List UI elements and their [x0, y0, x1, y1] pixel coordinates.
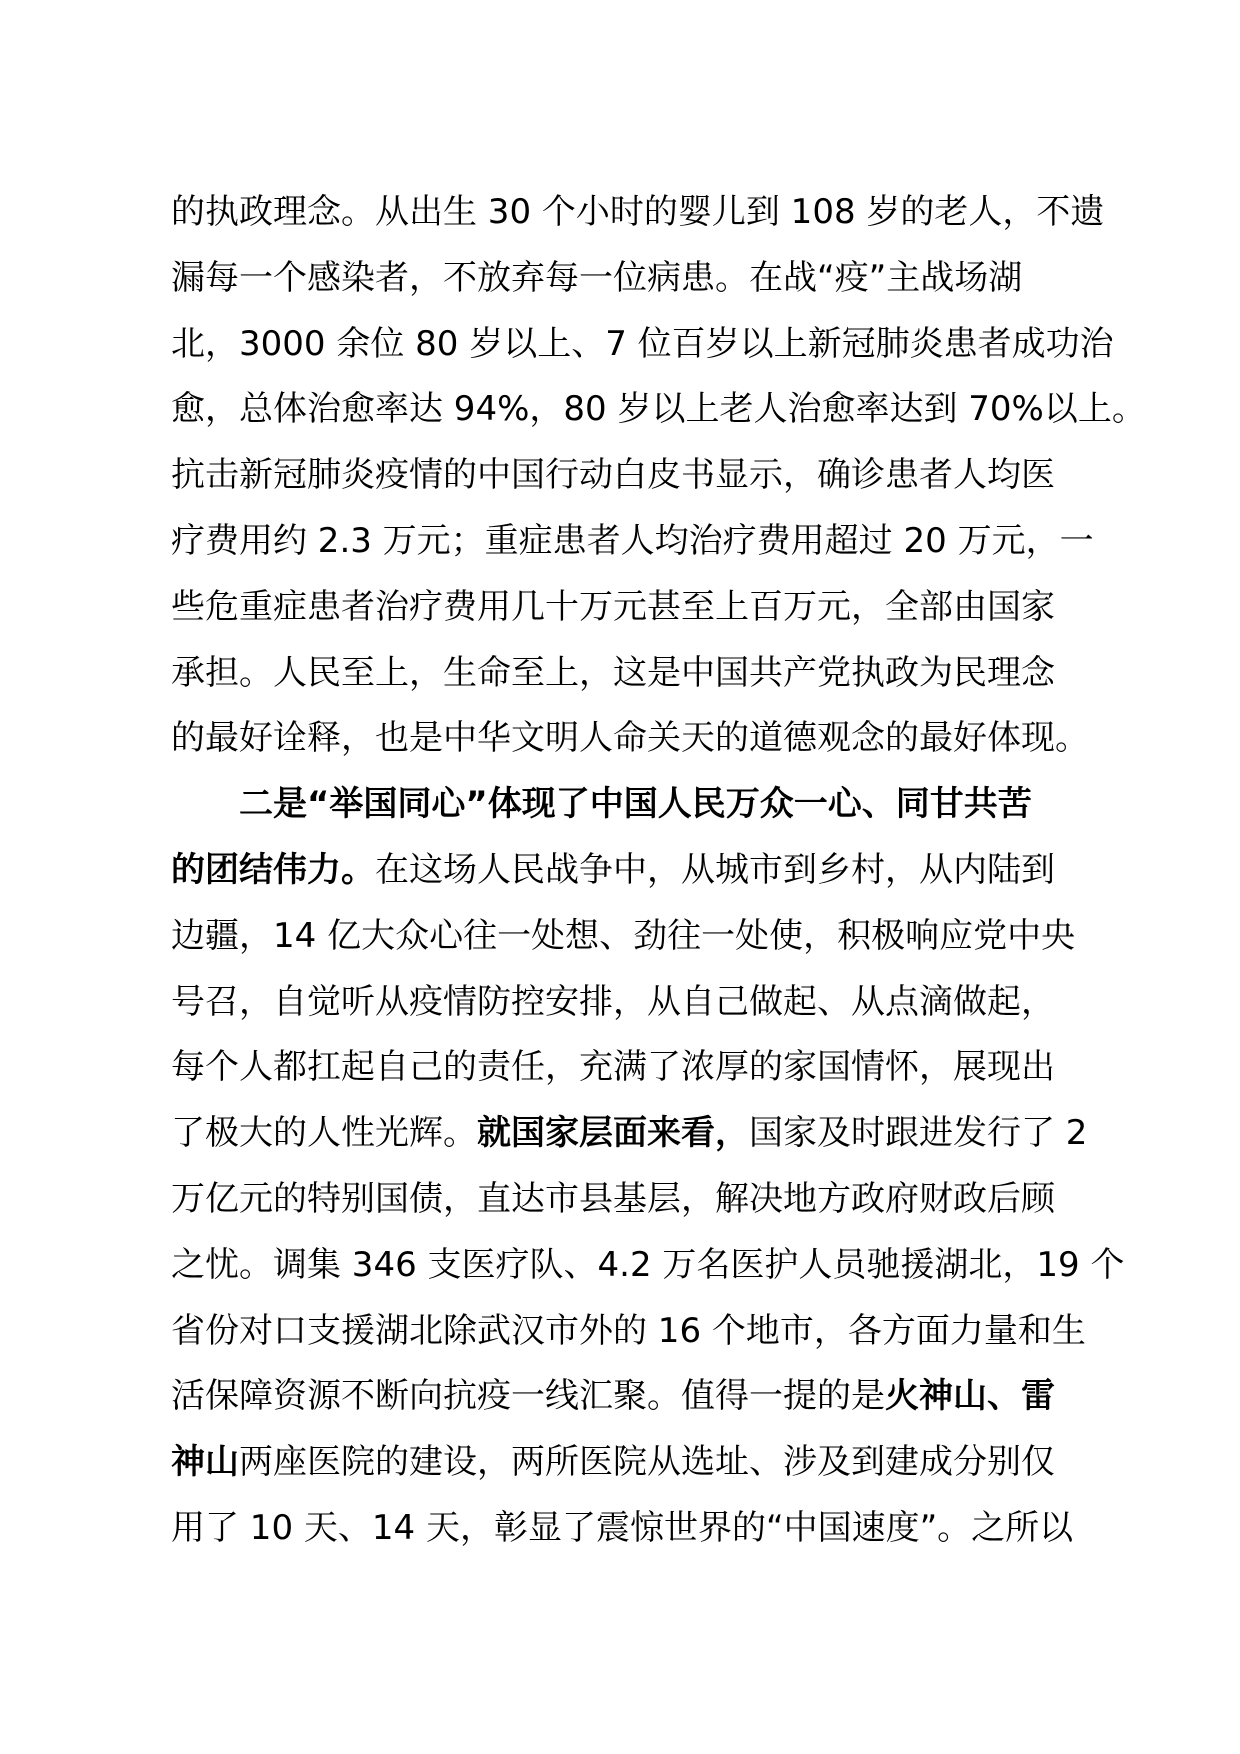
text-segment: 每个人都扛起自己的责任，充满了浓厚的家国情怀，展现出 [171, 1047, 1055, 1088]
bold-phrase-segment: 就国家层面来看， [477, 1113, 749, 1154]
text-line-5 [171, 443, 1071, 509]
text-line-7 [171, 575, 1071, 641]
text-line-1 [171, 180, 1105, 246]
text-line-19 [171, 1364, 1071, 1430]
text-segment: 抗击新冠肺炎疫情的中国行动白皮书显示，确诊患者人均医 [171, 455, 1055, 496]
text-segment: 漏每一个感染者，不放弃每一位病患。在战“疫”主战场湖 [171, 257, 1023, 298]
text-line-17 [171, 1233, 1125, 1299]
text-segment: 用了 10 天、14 天，彰显了震惊世界的“中国速度”。之所以 [171, 1507, 1074, 1548]
text-line-14 [171, 1035, 1071, 1101]
text-line-11 [171, 838, 1071, 904]
text-line-12 [171, 904, 1076, 970]
text-line-6 [171, 509, 1094, 575]
document-body [171, 180, 1146, 1562]
text-line-8 [171, 641, 1071, 707]
bold-heading-segment: 的团结伟力。 [171, 849, 375, 890]
text-line-13 [171, 970, 1071, 1036]
text-segment: 疗费用约 2.3 万元；重症患者人均治疗费用超过 20 万元，一 [171, 520, 1094, 561]
text-segment: 国家及时跟进发行了 2 [749, 1113, 1088, 1154]
text-segment: 活保障资源不断向抗疫一线汇聚。值得一提的是 [171, 1376, 885, 1417]
text-segment: 愈，总体治愈率达 94%，80 岁以上老人治愈率达到 70%以上。 [171, 389, 1146, 430]
text-line-18 [171, 1299, 1086, 1365]
text-line-10 [171, 772, 1071, 838]
text-segment: 了极大的人性光辉。 [171, 1113, 477, 1154]
bold-phrase-segment: 火神山、雷 [885, 1376, 1055, 1417]
text-line-20 [171, 1430, 1071, 1496]
text-segment: 的最好诠释，也是中华文明人命关天的道德观念的最好体现。 [171, 718, 1089, 759]
text-line-16 [171, 1167, 1071, 1233]
text-segment: 边疆，14 亿大众心往一处想、劲往一处使，积极响应党中央 [171, 915, 1076, 956]
text-line-3 [171, 312, 1114, 378]
text-segment: 的执政理念。从出生 30 个小时的婴儿到 108 岁的老人，不遗 [171, 192, 1105, 232]
text-segment: 些危重症患者治疗费用几十万元甚至上百万元，全部由国家 [171, 586, 1055, 627]
text-segment: 承担。人民至上，生命至上，这是中国共产党执政为民理念 [171, 652, 1055, 693]
bold-heading-segment: 二是“举国同心”体现了中国人民万众一心、同甘共苦 [239, 784, 1032, 825]
text-line-9 [171, 706, 1089, 772]
bold-phrase-segment: 神山 [171, 1442, 239, 1483]
text-segment: 省份对口支援湖北除武汉市外的 16 个地市，各方面力量和生 [171, 1310, 1086, 1351]
text-segment: 万亿元的特别国债，直达市县基层，解决地方政府财政后顾 [171, 1178, 1055, 1219]
text-line-15 [171, 1101, 1088, 1167]
text-line-21 [171, 1496, 1074, 1562]
text-line-2 [171, 246, 1071, 312]
text-segment: 号召，自觉听从疫情防控安排，从自己做起、从点滴做起， [171, 981, 1055, 1022]
text-segment: 北，3000 余位 80 岁以上、7 位百岁以上新冠肺炎患者成功治 [171, 323, 1114, 364]
text-segment: 之忧。调集 346 支医疗队、4.2 万名医护人员驰援湖北，19 个 [171, 1244, 1125, 1285]
text-segment: 两座医院的建设，两所医院从选址、涉及到建成分别仅 [239, 1442, 1055, 1483]
text-segment: 在这场人民战争中，从城市到乡村，从内陆到 [375, 849, 1055, 890]
text-line-4 [171, 377, 1146, 443]
